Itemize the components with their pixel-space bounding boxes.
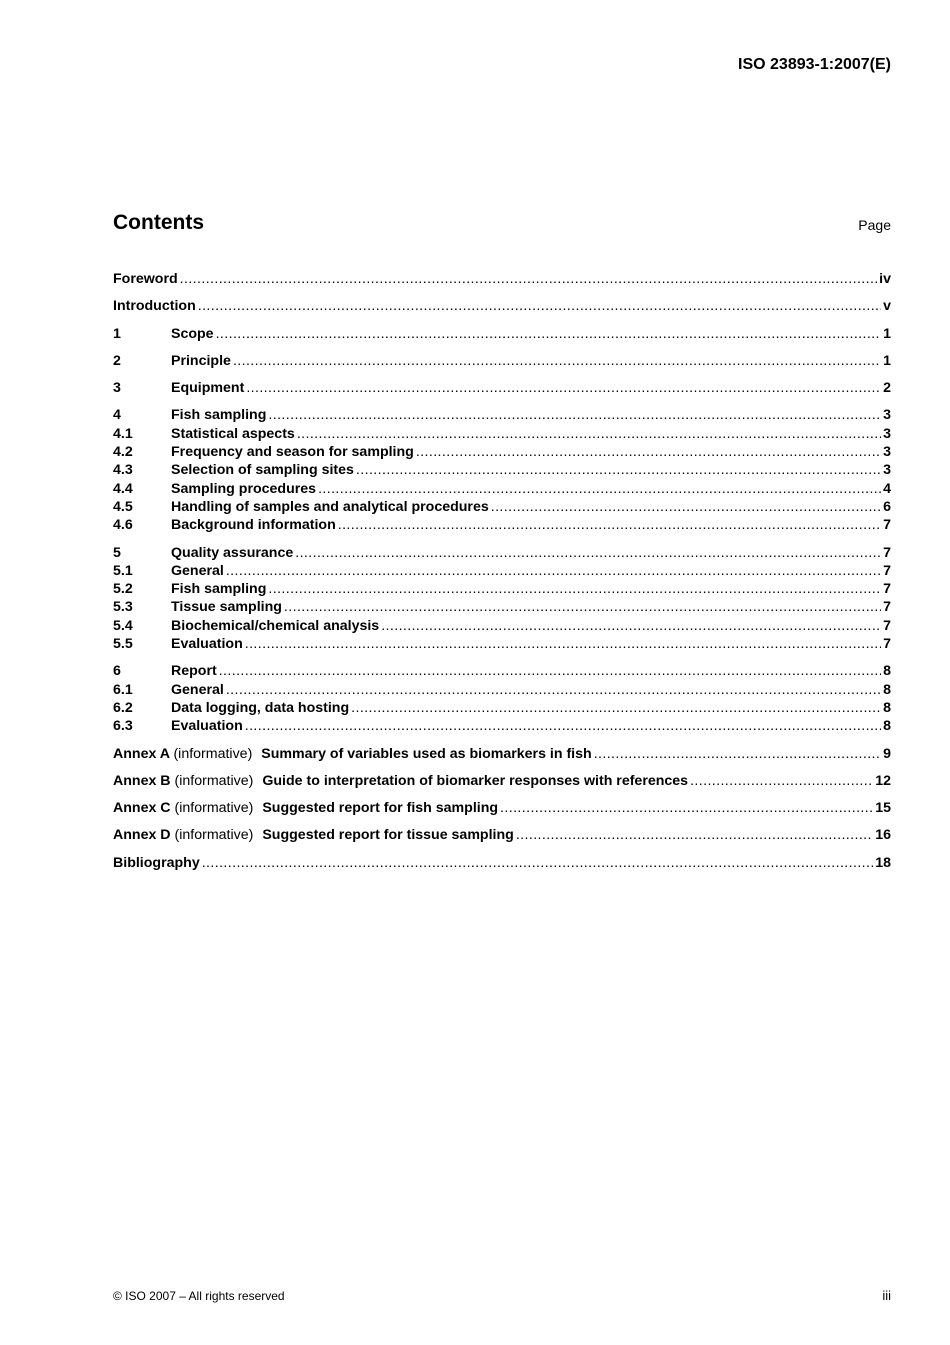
toc-entry-number: 1 <box>113 325 121 342</box>
toc-entry-title <box>113 799 498 817</box>
toc-entry-page: 9 <box>883 745 891 762</box>
toc-entry-section-5-4[interactable] <box>113 617 891 635</box>
toc-entry-number: 4.6 <box>113 517 133 534</box>
toc-entry-section-5-2[interactable] <box>113 580 891 598</box>
toc-entry-number: 5.3 <box>113 599 133 616</box>
annex-label: Annex B <box>113 772 171 789</box>
toc-entry-number: 4.1 <box>113 425 133 442</box>
toc-leader <box>381 617 881 635</box>
toc-leader <box>268 580 881 598</box>
toc-entry-number: 6.1 <box>113 681 133 698</box>
toc-group-annex-c <box>113 799 891 817</box>
toc-entry-page: 7 <box>883 581 891 598</box>
toc-entry-title: Equipment <box>171 380 245 397</box>
annex-label: Annex C <box>113 800 171 817</box>
toc-entry-section-4-4[interactable] <box>113 480 891 498</box>
toc-group-introduction <box>113 297 891 315</box>
toc-entry-section-2[interactable] <box>113 352 891 370</box>
toc-entry-number: 5.4 <box>113 617 133 634</box>
toc-entry-title: Scope <box>171 325 214 342</box>
annex-informative: (informative) <box>173 745 253 762</box>
toc-entry-page: 1 <box>883 352 891 369</box>
toc-entry-number: 3 <box>113 380 121 397</box>
toc-entry-section-4-6[interactable] <box>113 516 891 534</box>
toc-entry-foreword[interactable] <box>113 270 891 288</box>
toc-group-section-6 <box>113 662 891 735</box>
toc-leader <box>245 635 881 653</box>
toc-leader <box>491 498 881 516</box>
toc-entry-section-5-3[interactable] <box>113 598 891 616</box>
toc-entry-annex-d[interactable] <box>113 826 891 844</box>
toc-entry-section-6[interactable] <box>113 662 891 680</box>
toc-leader <box>351 699 881 717</box>
toc-leader <box>416 443 881 461</box>
toc-entry-title: Quality assurance <box>171 544 294 561</box>
toc-entry-page: 2 <box>883 380 891 397</box>
toc-leader <box>516 826 873 844</box>
toc-entry-number: 4.2 <box>113 444 133 461</box>
toc-entry-title: Fish sampling <box>171 407 267 424</box>
annex-label: Annex D <box>113 827 171 844</box>
toc-entry-page: 18 <box>875 854 891 871</box>
toc-entry-title: Handling of samples and analytical procedures <box>171 498 489 515</box>
toc-group-section-3 <box>113 379 891 397</box>
toc-entry-page: 8 <box>883 663 891 680</box>
toc-group-section-2 <box>113 352 891 370</box>
annex-informative: (informative) <box>174 827 254 844</box>
toc-entry-title: Foreword <box>113 271 178 287</box>
footer-page-number: iii <box>882 1288 891 1303</box>
toc-leader <box>338 516 881 534</box>
toc-entry-title: Sampling procedures <box>171 480 317 497</box>
toc-entry-section-4-2[interactable] <box>113 443 891 461</box>
toc-leader <box>690 772 873 790</box>
toc-entry-introduction[interactable] <box>113 297 891 315</box>
toc-entry-number: 5.5 <box>113 636 133 653</box>
toc-entry-section-6-3[interactable] <box>113 717 891 735</box>
toc-entry-page: 12 <box>875 772 891 789</box>
toc-entry-title: General <box>171 562 224 579</box>
toc-entry-title: Biochemical/chemical analysis <box>171 617 380 634</box>
toc-entry-page: 16 <box>875 827 891 844</box>
toc-entry-section-4-5[interactable] <box>113 498 891 516</box>
toc-entry-title: Evaluation <box>171 718 243 735</box>
toc-leader <box>226 562 881 580</box>
toc-entry-number: 2 <box>113 352 121 369</box>
toc-entry-title: Frequency and season for sampling <box>171 444 414 461</box>
toc-leader <box>500 799 873 817</box>
toc-entry-section-4-1[interactable] <box>113 425 891 443</box>
toc-entry-section-6-1[interactable] <box>113 681 891 699</box>
toc-entry-section-4[interactable] <box>113 406 891 424</box>
toc-entry-page: iv <box>879 271 891 287</box>
toc-entry-number: 6.3 <box>113 718 133 735</box>
toc-entry-title: Selection of sampling sites <box>171 462 354 479</box>
toc-entry-title: Evaluation <box>171 636 243 653</box>
annex-informative: (informative) <box>174 800 254 817</box>
page-column-label: Page <box>858 217 891 233</box>
toc-entry-section-4-3[interactable] <box>113 461 891 479</box>
toc-entry-number: 6 <box>113 663 121 680</box>
toc-entry-title: Background information <box>171 517 336 534</box>
toc-group-foreword <box>113 270 891 288</box>
toc-entry-page: 7 <box>883 599 891 616</box>
toc-entry-title: Tissue sampling <box>171 599 282 616</box>
toc-entry-page: 7 <box>883 562 891 579</box>
toc-leader <box>233 352 881 370</box>
toc-entry-section-3[interactable] <box>113 379 891 397</box>
toc-leader <box>202 854 874 872</box>
toc-entry-page: 7 <box>883 617 891 634</box>
toc-entry-title: Statistical aspects <box>171 425 295 442</box>
toc-entry-title <box>113 772 688 790</box>
toc-entry-page: 3 <box>883 444 891 461</box>
toc-entry-annex-b[interactable] <box>113 772 891 790</box>
annex-title: Suggested report for fish sampling <box>262 800 499 817</box>
toc-entry-title: General <box>171 681 224 698</box>
toc-leader <box>268 406 881 424</box>
toc-group-section-5 <box>113 544 891 654</box>
toc-leader <box>297 425 881 443</box>
toc-entry-page: 15 <box>875 800 891 817</box>
toc-leader <box>216 325 882 343</box>
annex-title: Summary of variables used as biomarkers in fish <box>261 745 592 762</box>
toc-entry-page: 7 <box>883 517 891 534</box>
toc-entry-number: 5.1 <box>113 562 133 579</box>
toc-leader <box>318 480 881 498</box>
toc-entry-number: 4.4 <box>113 480 133 497</box>
toc-leader <box>594 745 881 763</box>
toc-group-annex-a <box>113 745 891 763</box>
toc-entry-annex-a[interactable] <box>113 745 891 763</box>
toc-entry-section-5-1[interactable] <box>113 562 891 580</box>
toc-entry-page: 7 <box>883 636 891 653</box>
toc-group-section-4 <box>113 406 891 534</box>
toc-entry-page: 4 <box>883 480 891 497</box>
toc-entry-number: 4.3 <box>113 462 133 479</box>
toc-entry-number: 5.2 <box>113 581 133 598</box>
toc-entry-title <box>113 826 514 844</box>
toc-entry-section-1[interactable] <box>113 325 891 343</box>
table-of-contents <box>113 270 891 881</box>
toc-entry-title: Principle <box>171 352 231 369</box>
toc-leader <box>295 544 881 562</box>
toc-leader <box>356 461 881 479</box>
toc-group-annex-d <box>113 826 891 844</box>
toc-group-annex-b <box>113 772 891 790</box>
toc-entry-page: 8 <box>883 699 891 716</box>
footer-copyright: © ISO 2007 – All rights reserved <box>113 1289 285 1303</box>
toc-entry-annex-c[interactable] <box>113 799 891 817</box>
toc-entry-title: Report <box>171 663 217 680</box>
standard-id: ISO 23893-1:2007(E) <box>738 56 891 73</box>
toc-leader <box>180 270 878 288</box>
toc-entry-page: 6 <box>883 498 891 515</box>
toc-entry-title <box>113 745 592 763</box>
toc-entry-section-5[interactable] <box>113 544 891 562</box>
toc-entry-page: 1 <box>883 325 891 342</box>
toc-entry-section-6-2[interactable] <box>113 699 891 717</box>
toc-leader <box>226 681 881 699</box>
toc-entry-section-5-5[interactable] <box>113 635 891 653</box>
toc-group-bibliography <box>113 854 891 872</box>
toc-group-section-1 <box>113 325 891 343</box>
toc-entry-page: 3 <box>883 407 891 424</box>
toc-entry-number: 4 <box>113 407 121 424</box>
toc-entry-page: 8 <box>883 681 891 698</box>
annex-label: Annex A <box>113 745 170 762</box>
toc-entry-page: 3 <box>883 462 891 479</box>
toc-entry-page: 7 <box>883 544 891 561</box>
toc-leader <box>219 662 881 680</box>
contents-title: Contents <box>113 211 204 234</box>
toc-entry-title: Introduction <box>113 298 196 315</box>
toc-entry-title: Data logging, data hosting <box>171 699 350 716</box>
toc-entry-number: 4.5 <box>113 498 133 515</box>
toc-leader <box>198 297 881 315</box>
annex-title: Guide to interpretation of biomarker responses with references <box>262 772 689 789</box>
annex-informative: (informative) <box>174 772 254 789</box>
toc-entry-number: 6.2 <box>113 699 133 716</box>
toc-entry-number: 5 <box>113 544 121 561</box>
toc-entry-title: Fish sampling <box>171 581 267 598</box>
toc-entry-page: 8 <box>883 718 891 735</box>
toc-leader <box>246 379 881 397</box>
toc-entry-bibliography[interactable] <box>113 854 891 872</box>
toc-entry-title: Bibliography <box>113 854 200 871</box>
toc-leader <box>245 717 881 735</box>
toc-entry-page: 3 <box>883 425 891 442</box>
toc-entry-page: v <box>883 298 891 315</box>
toc-leader <box>284 598 881 616</box>
annex-title: Suggested report for tissue sampling <box>262 827 514 844</box>
